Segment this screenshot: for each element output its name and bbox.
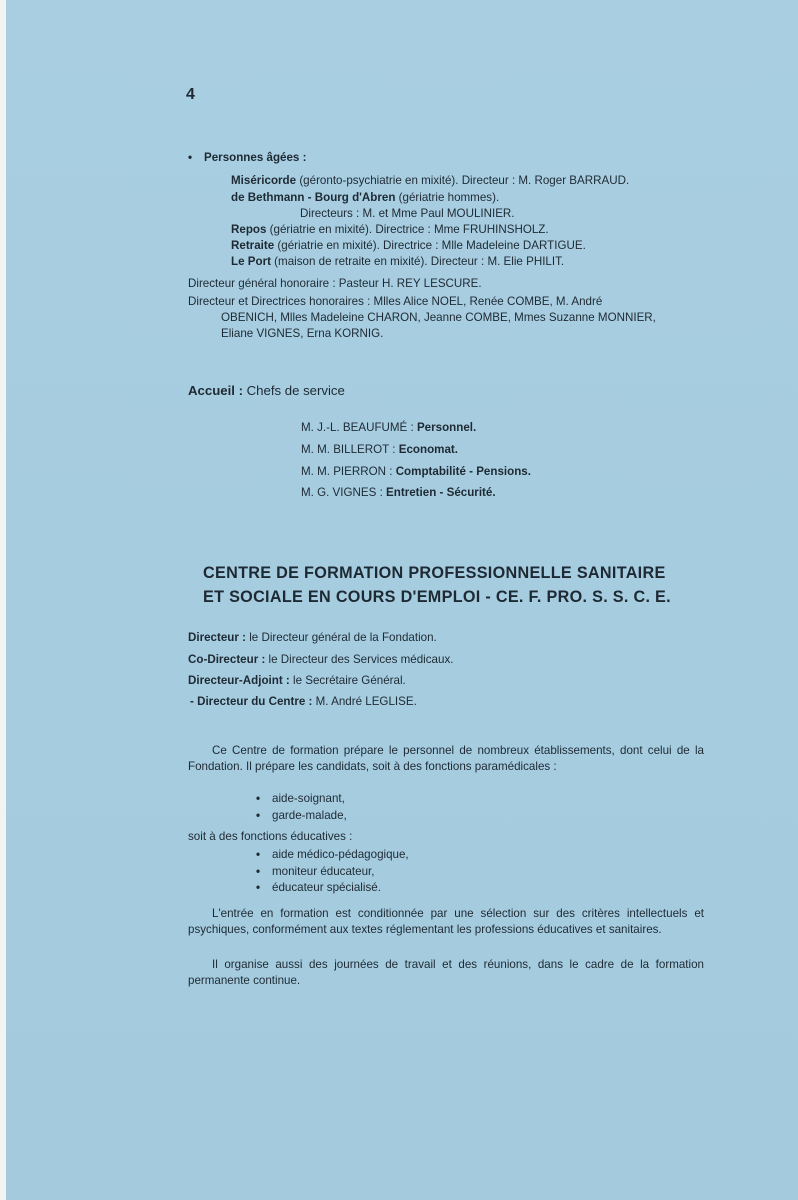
honorary-others-line: OBENICH, Mlles Madeleine CHARON, Jeanne COMBE, Mmes Suzanne MONNIER, <box>221 311 656 324</box>
chef-item: M. J.-L. BEAUFUMÉ : Personnel. <box>301 421 477 434</box>
chef-item: M. M. BILLEROT : Economat. <box>301 443 458 456</box>
honorary-director: Directeur général honoraire : Pasteur H. REY LESCURE. <box>188 277 482 290</box>
centre-title: CENTRE DE FORMATION PROFESSIONNELLE SANITAIRE <box>203 564 666 582</box>
list-item: • éducateur spécialisé. <box>256 880 381 896</box>
page-edge <box>0 0 6 1200</box>
elderly-entry: Le Port (maison de retraite en mixité). Directeur : M. Elie PHILIT. <box>231 255 565 268</box>
list-item: • aide-soignant, <box>256 791 345 807</box>
elderly-entry: Miséricorde (géronto-psychiatrie en mixité). Directeur : M. Roger BARRAUD. <box>231 174 630 187</box>
list-item: • aide médico-pédagogique, <box>256 847 409 863</box>
centre-role: Directeur : le Directeur général de la Fondation. <box>188 631 437 644</box>
elderly-entry-directors: Directeurs : M. et Mme Paul MOULINIER. <box>300 207 515 220</box>
elderly-entry: Retraite (gériatrie en mixité). Directrice : Mlle Madeleine DARTIGUE. <box>231 239 586 252</box>
elderly-heading: • Personnes âgées : <box>188 150 306 166</box>
honorary-others-line: Eliane VIGNES, Erna KORNIG. <box>221 327 384 340</box>
list-item: • garde-malade, <box>256 808 347 824</box>
elderly-entry: de Bethmann - Bourg d'Abren (gériatrie hommes). <box>231 191 500 204</box>
centre-title: ET SOCIALE EN COURS D'EMPLOI - CE. F. PRO. S. S. C. E. <box>203 588 671 606</box>
centre-role: Directeur-Adjoint : le Secrétaire Général. <box>188 674 406 687</box>
centre-paragraph: Il organise aussi des journées de travail et des réunions, dans le cadre de la formation permanente continue. <box>188 958 704 987</box>
centre-paragraph: Ce Centre de formation prépare le personnel de nombreux établissements, dont celui de la Fondation. Il prépare les candidats, soit à des fonctions paramédicales : <box>188 744 704 773</box>
centre-intro: soit à des fonctions éducatives : <box>188 830 353 843</box>
centre-role: - Directeur du Centre : M. André LEGLISE. <box>190 695 417 708</box>
accueil-heading: Accueil : Chefs de service <box>188 383 345 398</box>
honorary-others-line: Directeur et Directrices honoraires : Mlles Alice NOEL, Renée COMBE, M. André <box>188 295 603 308</box>
centre-paragraph: L'entrée en formation est conditionnée par une sélection sur des critères intellectuels et psychiques, conformément aux textes réglementant les professions éducatives et sanitaires. <box>188 907 704 936</box>
elderly-entry: Repos (gériatrie en mixité). Directrice : Mme FRUHINSHOLZ. <box>231 223 549 236</box>
chef-item: M. M. PIERRON : Comptabilité - Pensions. <box>301 465 531 478</box>
centre-role: Co-Directeur : le Directeur des Services médicaux. <box>188 653 454 666</box>
page-number: 4 <box>186 86 195 103</box>
chef-item: M. G. VIGNES : Entretien - Sécurité. <box>301 486 496 499</box>
list-item: • moniteur éducateur, <box>256 864 374 880</box>
